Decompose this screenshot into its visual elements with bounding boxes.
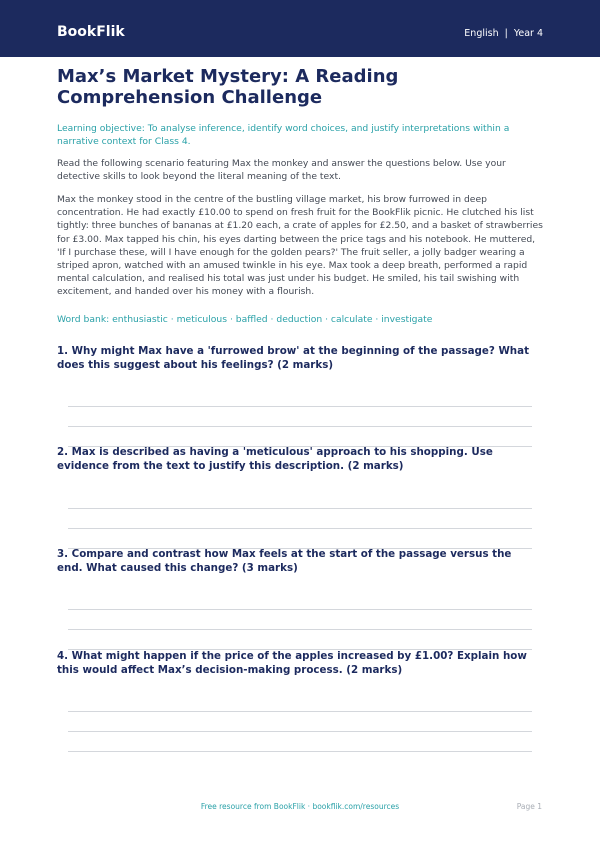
answer-line[interactable]: [68, 426, 532, 427]
answer-line[interactable]: [68, 711, 532, 712]
learning-objective: Learning objective: To analyse inference, identify word choices, and justify interpretations within a narrative context for Class 4.: [57, 123, 510, 147]
question-2: 2. Max is described as having a 'meticulous' approach to his shopping. Use evidence from the text to justify this description. (2 marks): [57, 446, 493, 472]
answer-line[interactable]: [68, 609, 532, 610]
page-title: Max’s Market Mystery: A Reading Comprehension Challenge: [57, 66, 399, 108]
instructions: Read the following scenario featuring Max the monkey and answer the questions below. Use your detective skills to look beyond the literal meaning of the text.: [57, 158, 506, 182]
question-1: 1. Why might Max have a 'furrowed brow' at the beginning of the passage? What does this suggest about his feelings? (2 marks): [57, 345, 530, 371]
page-number: Page 1: [516, 802, 542, 811]
brand-logo: BookFlik: [57, 24, 125, 40]
subject-label: English: [464, 28, 499, 39]
word-bank: Word bank: enthusiastic · meticulous · baffled · deduction · calculate · investigate: [57, 314, 433, 325]
answer-line[interactable]: [68, 508, 532, 509]
answer-line[interactable]: [68, 751, 532, 752]
header-bar: [0, 0, 600, 57]
reading-passage: Max the monkey stood in the centre of the bustling village market, his brow furrowed in deep concentration. He had exactly £10.00 to spend on fresh fruit for the BookFlik picnic. He clutched his list tightly: three bunches of bananas at £1.20 each, a crate of apples for £2.50, and a basket of strawberries for £3.00. Max tapped his chin, his eyes darting between the price tags and his notebook. He muttered, 'If I purchase these, will I have enough for the golden pears?' The fruit seller, a jolly badger wearing a striped apron, watched with an amused twinkle in his eye. Max took a deep breath, performed a rapid mental calculation, and realised his total was just under his budget. He smiled, his tail swishing with excitement, and handed over his money with a flourish.: [57, 194, 543, 298]
answer-line[interactable]: [68, 731, 532, 732]
worksheet-content: [57, 66, 543, 676]
answer-line[interactable]: [68, 629, 532, 630]
answer-line[interactable]: [68, 528, 532, 529]
meta-separator: |: [504, 28, 508, 39]
subject-year-label: [464, 28, 543, 39]
year-label: Year 4: [513, 28, 543, 39]
footer-credit: Free resource from BookFlik · bookflik.com/resources: [200, 802, 400, 811]
question-3: 3. Compare and contrast how Max feels at the start of the passage versus the end. What caused this change? (3 marks): [57, 548, 512, 574]
question-4: 4. What might happen if the price of the apples increased by £1.00? Explain how this would affect Max’s decision-making process. (2 marks): [57, 650, 527, 676]
answer-line[interactable]: [68, 406, 532, 407]
